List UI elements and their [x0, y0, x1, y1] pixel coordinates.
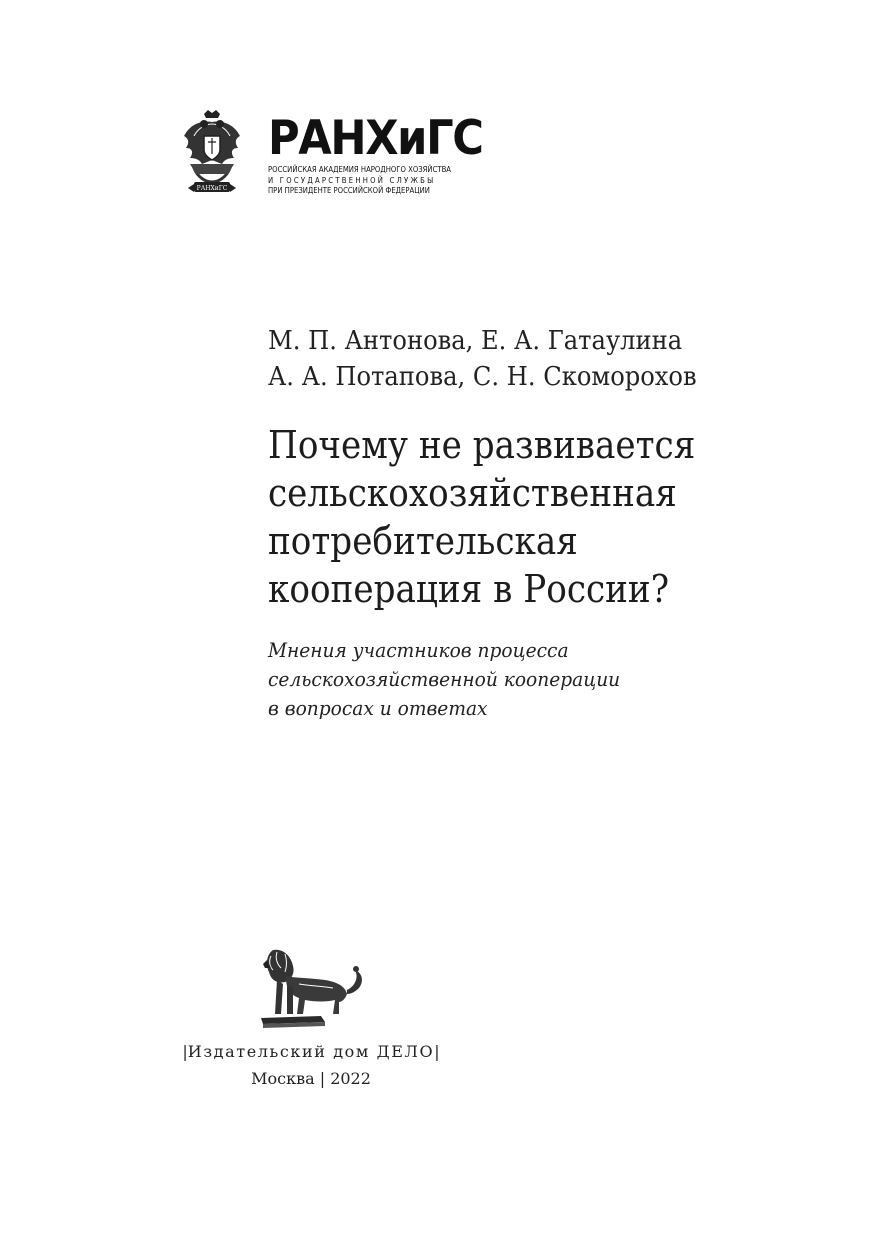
- year: 2022: [330, 1069, 371, 1088]
- emblem-label: РАНХиГС: [196, 185, 228, 192]
- city-year: Москва | 2022: [251, 1069, 371, 1088]
- organization-line-1: РОССИЙСКАЯ АКАДЕМИЯ НАРОДНОГО ХОЗЯЙСТВА: [268, 165, 452, 174]
- academy-emblem-icon: [180, 108, 244, 204]
- organization-block: [268, 113, 483, 197]
- title-line-3: потребительская: [268, 519, 578, 563]
- authors-line-2: А. А. Потапова, С. Н. Скоморохов: [268, 362, 697, 392]
- title-line-1: Почему не развивается: [268, 423, 696, 467]
- title-line-4: кооперация в России?: [268, 567, 670, 611]
- subtitle-line-3: в вопросах и ответах: [268, 696, 488, 720]
- organization-line-2: И ГОСУДАРСТВЕННОЙ СЛУЖБЫ: [268, 175, 436, 185]
- publisher-label: Издательский дом ДЕЛО: [187, 1042, 435, 1061]
- publisher-name: |Издательский дом ДЕЛО|: [182, 1042, 440, 1061]
- organization-line-3: ПРИ ПРЕЗИДЕНТЕ РОССИЙСКОЙ ФЕДЕРАЦИИ: [268, 186, 430, 195]
- lion-logo-icon: [255, 940, 375, 1030]
- title-line-2: сельскохозяйственная: [268, 471, 677, 515]
- book-title: [268, 421, 743, 613]
- subtitle-line-2: сельскохозяйственной кооперации: [268, 667, 621, 691]
- organization-name: РАНХиГС: [268, 111, 483, 166]
- book-subtitle: [268, 636, 647, 723]
- authors-line-1: М. П. Антонова, Е. А. Гатаулина: [268, 326, 683, 356]
- city: Москва: [251, 1069, 315, 1088]
- authors: [268, 323, 729, 395]
- subtitle-line-1: Мнения участников процесса: [268, 638, 569, 662]
